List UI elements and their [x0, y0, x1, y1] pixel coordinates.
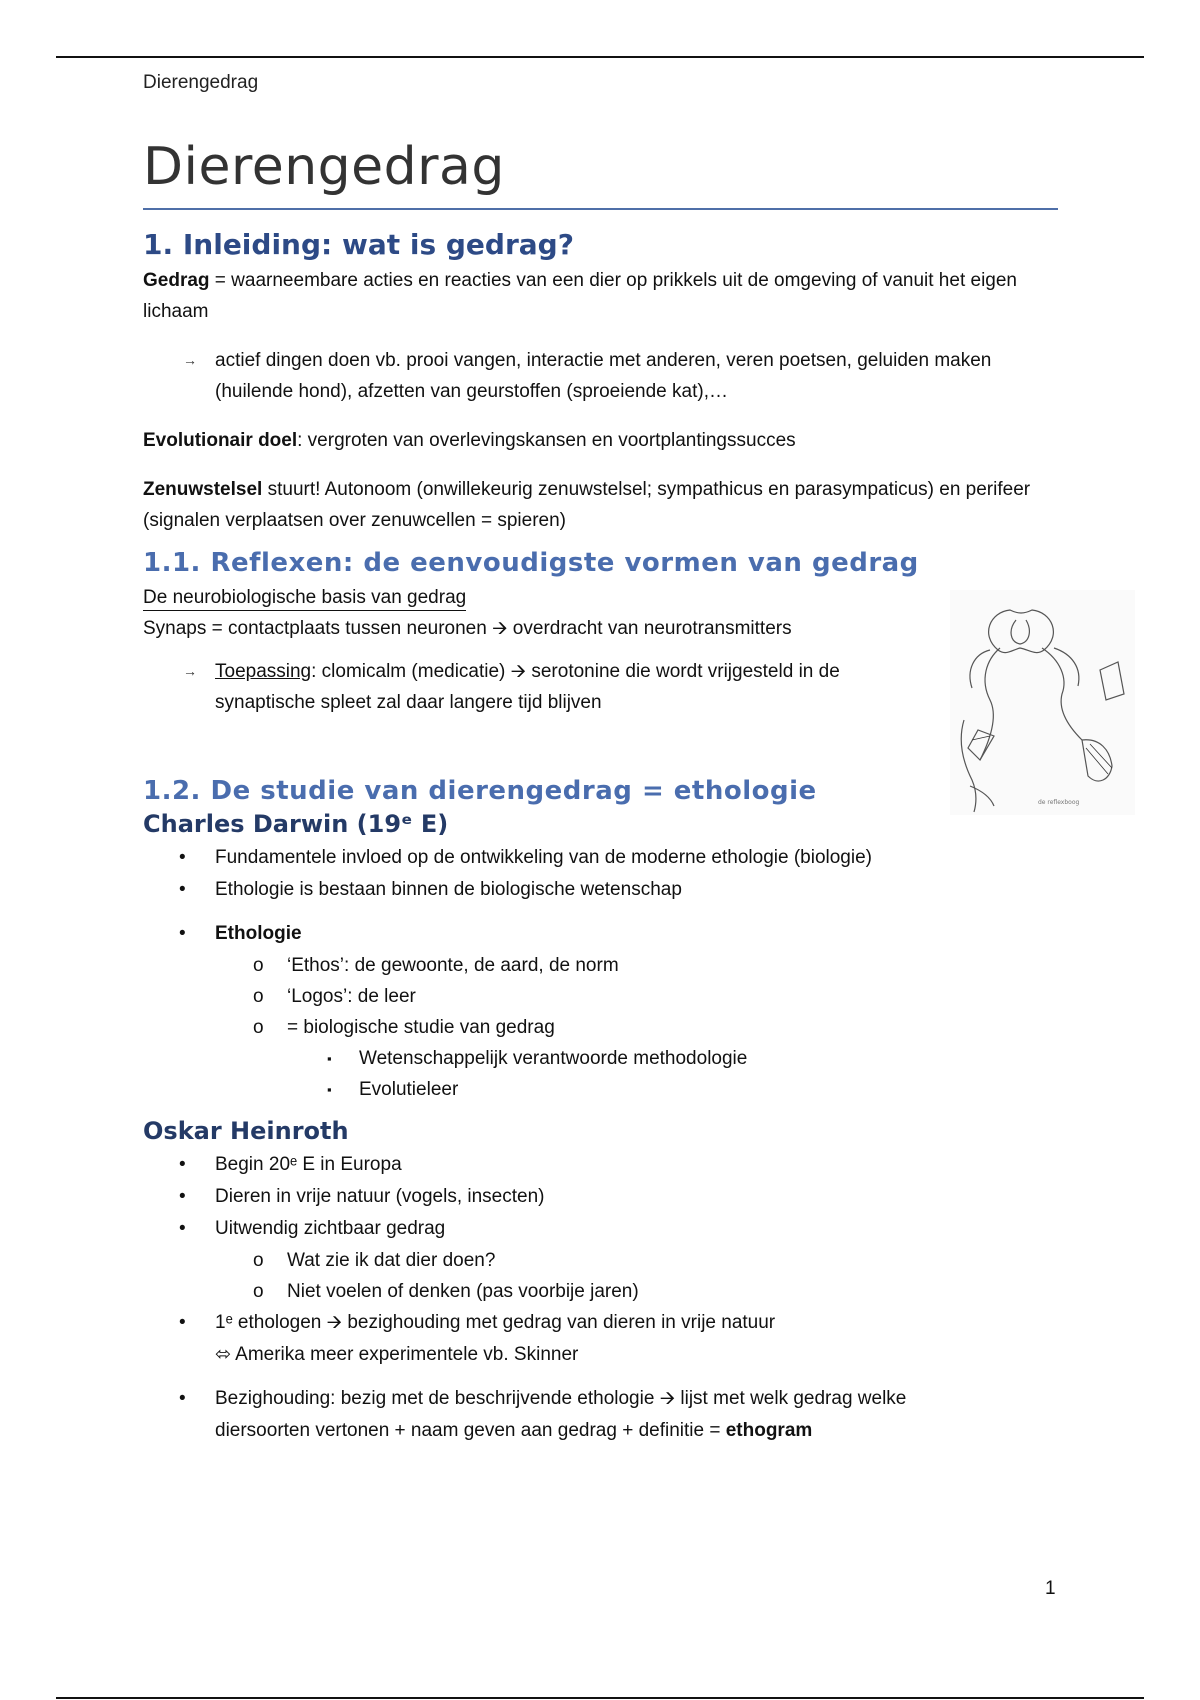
list-item: • Bezighouding: bezig met de beschrijvende ethologie 🡪 lijst met welk gedrag welke diersoorten vertonen + naam geven aan gedrag + definitie = ethogram [179, 1387, 907, 1441]
document-body [143, 138, 1058, 1447]
list-item: • Begin 20ᵉ E in Europa [179, 1153, 402, 1175]
section-heading-1: 1. Inleiding: wat is gedrag? [143, 227, 574, 261]
list-item: o ‘Ethos’: de gewoonte, de aard, de norm [253, 954, 619, 976]
darwin-heading: Charles Darwin (19ᵉ E) [143, 809, 449, 838]
page-number: 1 [1045, 1578, 1056, 1599]
section-heading-1-2: 1.2. De studie van dierengedrag = ethologie [143, 775, 817, 806]
list-item: • Uitwendig zichtbaar gedrag o Wat zie ik dat dier doen? o Niet voelen of denken (pas voorbije jaren) [143, 1213, 1058, 1307]
subline-neurobiologie: De neurobiologische basis van gedrag [143, 586, 466, 611]
zenuwstelsel-paragraph: Zenuwstelsel stuurt! Autonoom (onwillekeurig zenuwstelsel; sympathicus en parasympaticus) en perifeer (signalen verplaatsen over zenuwcellen = spieren) [143, 478, 1031, 531]
list-item: • Ethologie is bestaan binnen de biologische wetenschap [179, 878, 682, 900]
list-item: o Niet voelen of denken (pas voorbije jaren) [253, 1280, 639, 1302]
document-title: Dierengedrag [143, 138, 1058, 210]
darwin-list [143, 842, 1058, 906]
list-item: o = biologische studie van gedrag ▪ Wetenschappelijk verantwoorde methodologie ▪ Evolutieleer [215, 1012, 1058, 1105]
list-item: o ‘Logos’: de leer [253, 985, 416, 1007]
list-item: • 1ᵉ ethologen 🡪 bezighouding met gedrag van dieren in vrije natuur ⬄ Amerika meer experimentele vb. Skinner [179, 1311, 776, 1365]
arrow-list-item: → Toepassing: clomicalm (medicatie) 🡪 serotonine die wordt vrijgesteld in de synaptische spleet zal daar langere tijd blijven [183, 656, 903, 718]
list-item: • Dieren in vrije natuur (vogels, insecten) [179, 1185, 545, 1207]
list-item: • Ethologie o ‘Ethos’: de gewoonte, de aard, de norm o ‘Logos’: de leer o = biologische studie van gedrag ▪ Wetenschappelijk verantwoorde methodologie ▪ Evolutieleer [143, 918, 1058, 1105]
list-item: ▪ Wetenschappelijk verantwoorde methodologie [327, 1047, 748, 1069]
bezighouding-list [143, 1383, 1058, 1447]
synaps-line: Synaps = contactplaats tussen neuronen 🡪 overdracht van neurotransmitters [143, 617, 792, 639]
header-rule [56, 56, 1144, 58]
list-item: o Wat zie ik dat dier doen? [253, 1249, 496, 1271]
reflex-arc-figure [950, 590, 1135, 815]
ethologie-list [143, 918, 1058, 1105]
spinal-cord-illustration [950, 590, 1135, 815]
running-header: Dierengedrag [143, 72, 259, 93]
list-item: ▪ Evolutieleer [327, 1078, 459, 1100]
footer-rule [56, 1697, 1144, 1699]
section-heading-1-1: 1.1. Reflexen: de eenvoudigste vormen van gedrag [143, 547, 919, 578]
list-item: • Fundamentele invloed op de ontwikkeling van de moderne ethologie (biologie) [179, 846, 872, 868]
arrow-icon: → [183, 351, 197, 368]
arrow-icon: → [183, 662, 197, 679]
arrow-list-item: → actief dingen doen vb. prooi vangen, interactie met anderen, veren poetsen, geluiden maken (huilende hond), afzetten van geurstoffen (sproeiende kat),… [183, 345, 1058, 407]
evolutionair-doel: Evolutionair doel: vergroten van overlevingskansen en voortplantingssucces [143, 429, 796, 451]
heinroth-list [143, 1149, 1058, 1371]
heinroth-heading: Oskar Heinroth [143, 1116, 349, 1145]
figure-caption: de reflexboog [1038, 799, 1080, 806]
gedrag-definition: Gedrag = waarneembare acties en reacties van een dier op prikkels uit de omgeving of vanuit het eigen lichaam [143, 269, 1017, 322]
